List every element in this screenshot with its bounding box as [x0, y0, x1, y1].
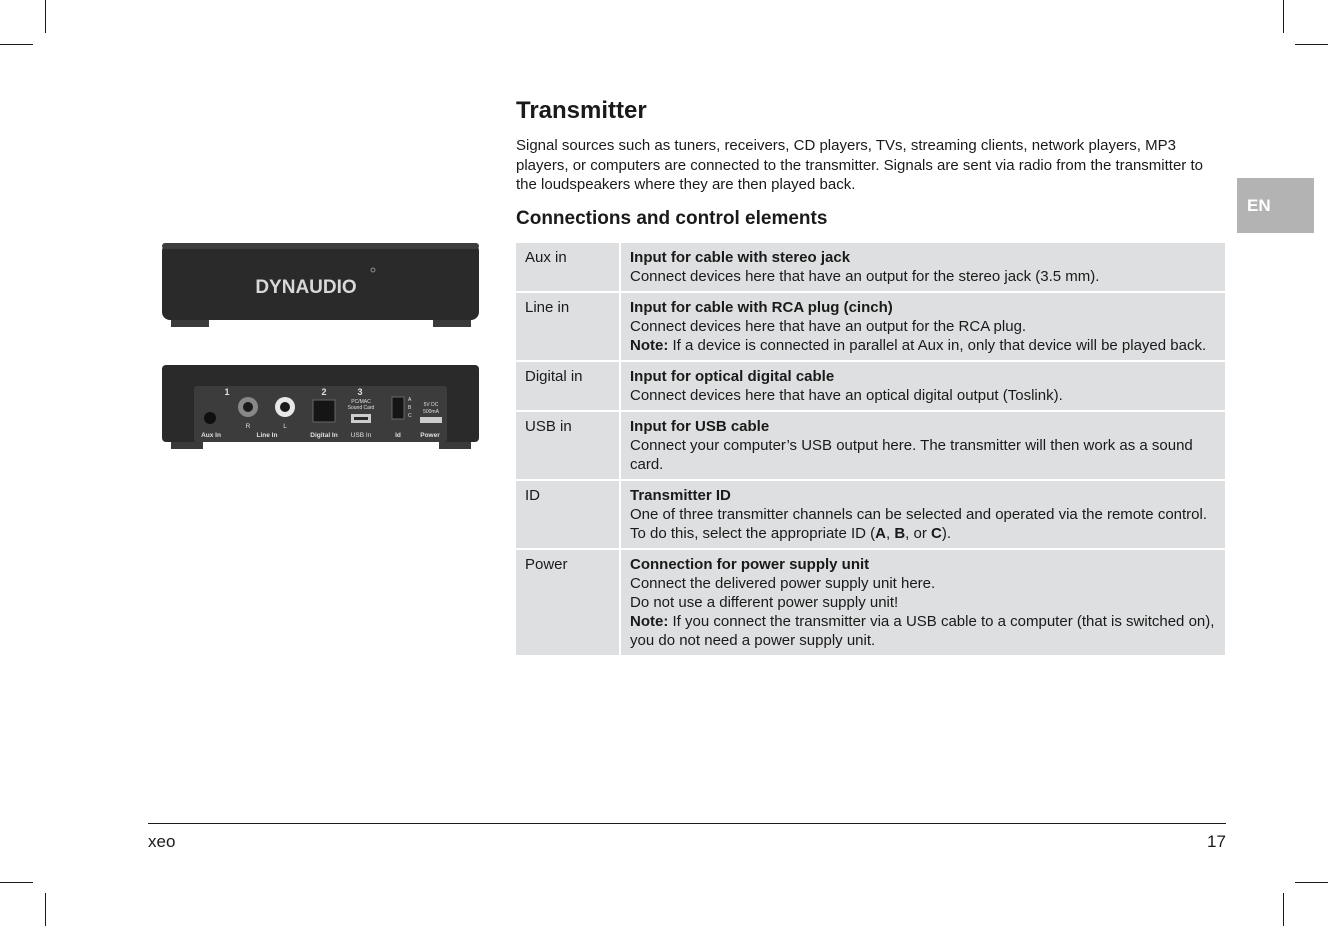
table-row [516, 480, 1225, 549]
crop-mark [1283, 0, 1284, 33]
page-title: Transmitter [516, 97, 647, 124]
connection-label: ID [516, 480, 620, 549]
l-label: L [283, 423, 287, 430]
connection-title: Input for cable with RCA plug (cinch) [630, 299, 893, 316]
crop-mark [1295, 44, 1328, 45]
connection-title: Transmitter ID [630, 487, 731, 504]
connection-label: Line in [516, 292, 620, 361]
svg-text:B: B [408, 405, 412, 411]
footer-logo: xeo [148, 832, 176, 851]
power-socket [420, 417, 442, 423]
connection-description [620, 480, 1225, 549]
table-row [516, 549, 1225, 656]
crop-mark [0, 44, 33, 45]
table-row [516, 292, 1225, 361]
connection-text: Connect your computer’s USB output here. The transmitter will then work as a sound card. [630, 437, 1193, 473]
note-label: Note: [630, 613, 669, 630]
connection-text: Connect devices here that have an output for the RCA plug. [630, 318, 1027, 335]
crop-mark [1295, 882, 1328, 883]
crop-mark [1283, 893, 1284, 926]
connection-description [620, 411, 1225, 480]
aux-in-label: Aux In [201, 432, 221, 439]
crop-mark [45, 893, 46, 926]
connection-title: Input for cable with stereo jack [630, 249, 851, 266]
connector-number-1: 1 [224, 387, 230, 397]
power-spec-current: 500mA [423, 409, 439, 415]
connection-label: Power [516, 549, 620, 656]
note-text: If you connect the transmitter via a USB cable to a computer (that is switched on), you do not need a power supply unit. [630, 613, 1215, 649]
connector-number-3: 3 [357, 387, 363, 397]
connection-description [620, 292, 1225, 361]
footer-divider [148, 823, 1226, 824]
transmitter-front-illustration [161, 242, 481, 330]
sound-card-label: Sound Card [347, 405, 375, 411]
crop-mark [0, 882, 33, 883]
connection-label: USB in [516, 411, 620, 480]
optical-input [313, 400, 335, 422]
connection-title: Input for optical digital cable [630, 368, 835, 385]
transmitter-back-illustration [161, 364, 481, 452]
connection-text: Do not use a different power supply unit! [630, 594, 899, 611]
connection-label: Digital in [516, 361, 620, 411]
power-spec-voltage: 5V DC [423, 402, 439, 408]
connection-note [630, 336, 1217, 355]
connection-title: Connection for power supply unit [630, 556, 870, 573]
section-title: Connections and control elements [516, 208, 828, 229]
intro-paragraph: Signal sources such as tuners, receivers, CD players, TVs, streaming clients, network players, MP3 players, or computers are connected to the transmitter. Signals are sent via radio from the transmitter to the loudspeakers where they are then played back. [516, 137, 1203, 193]
pc-mac-label: PC/MAC [351, 399, 371, 405]
connection-label: Aux in [516, 242, 620, 292]
connection-text: One of three transmitter channels can be selected and operated via the remote control. To do this, select the appropriate ID (A, B, or C). [630, 506, 1208, 542]
connections-table [516, 241, 1225, 657]
connection-text: Connect devices here that have an optical digital output (Toslink). [630, 387, 1063, 404]
table-row [516, 361, 1225, 411]
note-label: Note: [630, 337, 669, 354]
page-number: 17 [1207, 832, 1226, 851]
brand-logo: DYNAUDIO [255, 277, 357, 298]
connection-text: Connect the delivered power supply unit here. [630, 575, 936, 592]
aux-in-jack [204, 412, 216, 424]
table-row [516, 411, 1225, 480]
usb-in-label: USB In [350, 432, 372, 439]
connection-description [620, 549, 1225, 656]
connection-description [620, 361, 1225, 411]
crop-mark [45, 0, 46, 33]
table-row [516, 242, 1225, 292]
connector-number-2: 2 [321, 387, 327, 397]
note-text: If a device is connected in parallel at Aux in, only that device will be played back. [668, 337, 1207, 354]
id-switch [392, 397, 404, 419]
connection-text: Connect devices here that have an output for the stereo jack (3.5 mm). [630, 268, 1100, 285]
language-tab: EN [1237, 178, 1314, 233]
connection-description [620, 242, 1225, 292]
id-label: Id [395, 432, 401, 439]
connection-title: Input for USB cable [630, 418, 770, 435]
r-label: R [245, 423, 251, 430]
svg-text:C: C [408, 413, 412, 419]
digital-in-label: Digital In [310, 432, 338, 439]
connection-note [630, 612, 1217, 650]
line-in-label: Line In [256, 432, 278, 439]
power-label: Power [420, 432, 440, 439]
svg-text:A: A [408, 397, 412, 403]
